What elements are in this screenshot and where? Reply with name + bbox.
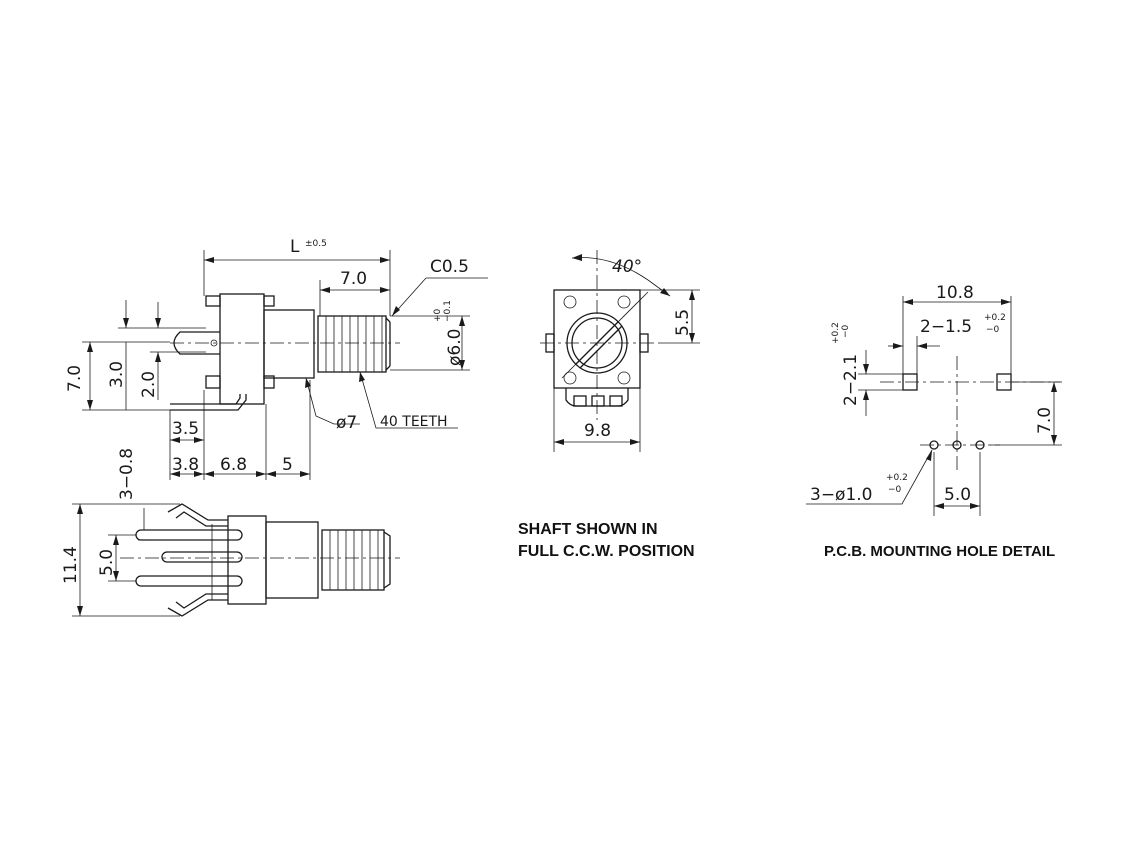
body-height-dim: 7.0	[65, 364, 85, 392]
bottom-width-dim: 11.4	[61, 546, 81, 584]
front-width-dim: 9.8	[584, 421, 612, 441]
corner-hole	[564, 296, 576, 308]
shaft-knurl	[326, 316, 382, 372]
teeth-label: 40 TEETH	[380, 414, 448, 430]
tab-top-right	[264, 296, 274, 306]
dim-3-0: 3.0	[107, 360, 127, 388]
bottom-pins	[136, 524, 242, 600]
hole-tol-minus: −0	[888, 485, 902, 495]
bushing	[264, 310, 314, 378]
length-label: L	[290, 237, 300, 257]
row-gap-dim: 7.0	[1035, 406, 1055, 434]
side-view	[65, 237, 488, 480]
bottom-shaft	[322, 530, 384, 590]
slot-width-dim: 2−1.5	[920, 317, 973, 337]
offset-dim: 5.5	[673, 308, 693, 336]
terminal-bottom	[206, 376, 220, 388]
bottom-housing	[228, 516, 266, 604]
caption-line-1: SHAFT SHOWN IN	[518, 521, 658, 538]
pin-label: 3−0.8	[117, 447, 137, 500]
bottom-shaft-knurl	[330, 530, 378, 590]
shaft-length-dim: 7.0	[340, 269, 368, 289]
dim-2-0: 2.0	[139, 370, 159, 398]
bottom-bushing	[266, 522, 318, 598]
hole-tol-plus: +0.2	[886, 473, 908, 483]
shaft-diameter-dim: ø6.0	[445, 328, 465, 366]
dim-3-8: 3.8	[172, 455, 200, 475]
hole-dim: 3−ø1.0	[810, 485, 873, 505]
slot-width-tol-minus: −0	[986, 325, 1000, 335]
slot-height-tol-plus: +0.2	[831, 322, 841, 344]
bushing-diameter-dim: ø7	[336, 413, 358, 433]
pin-span-dim: 5.0	[97, 548, 117, 576]
slot-height-tol-minus: −0	[841, 324, 851, 338]
pcb-span-dim: 10.8	[936, 283, 974, 303]
slot-height-dim: 2−2.1	[841, 353, 861, 406]
pitch-dim: 5.0	[944, 485, 972, 505]
housing-body	[220, 294, 264, 404]
angle-label: 40°	[612, 257, 643, 277]
corner-hole	[618, 296, 630, 308]
shaft-tol-minus: −0.1	[443, 300, 453, 322]
length-tolerance: ±0.5	[305, 239, 327, 249]
pcb-caption: P.C.B. MOUNTING HOLE DETAIL	[824, 543, 1056, 560]
bracket-bottom	[170, 394, 240, 404]
caption-line-2: FULL C.C.W. POSITION	[518, 543, 695, 560]
knurled-shaft	[318, 316, 386, 372]
chamfer-label: C0.5	[430, 257, 469, 277]
front-view	[518, 250, 700, 560]
shaft-tol-plus: +0	[433, 308, 443, 322]
dim-6-8: 6.8	[220, 455, 248, 475]
dim-5: 5	[282, 455, 293, 475]
terminal-top	[206, 296, 220, 306]
slot-width-tol-plus: +0.2	[984, 313, 1006, 323]
dim-3-5: 3.5	[172, 419, 200, 439]
corner-hole	[618, 372, 630, 384]
pcb-view	[806, 283, 1062, 560]
